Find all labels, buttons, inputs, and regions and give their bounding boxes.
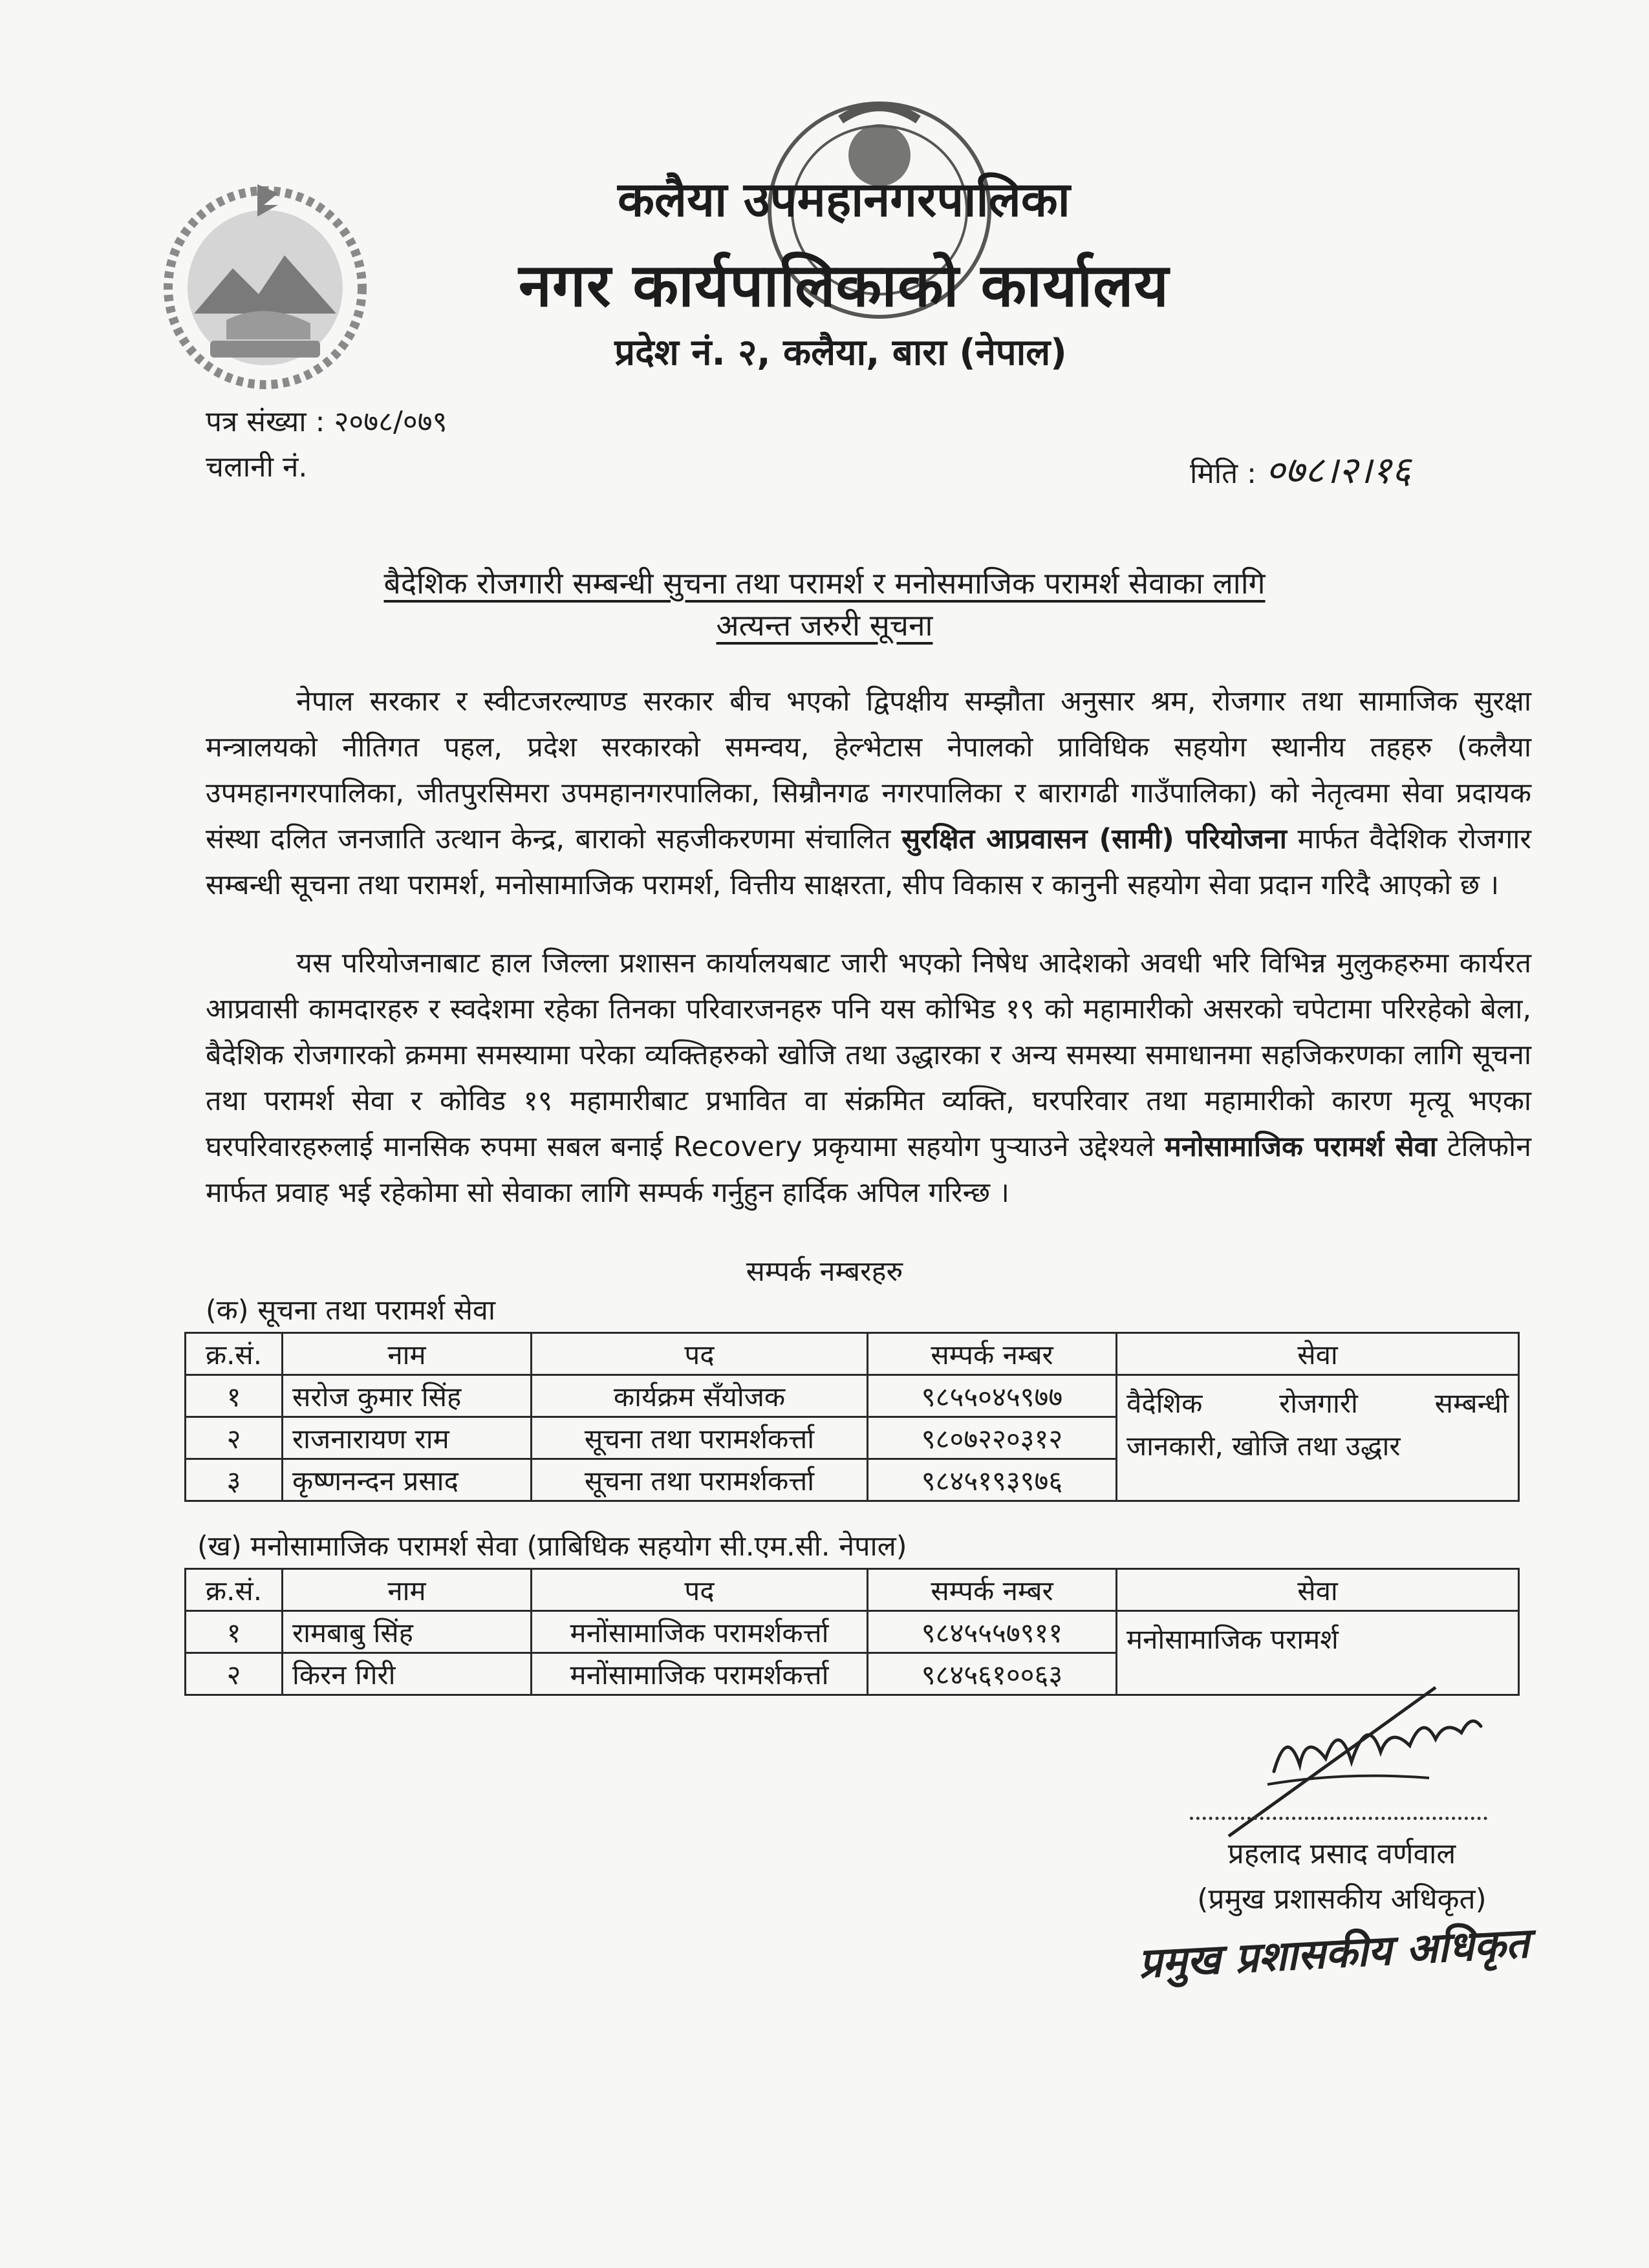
col-header-post: पद — [532, 1569, 868, 1611]
contacts-table-a — [184, 1332, 1520, 1502]
cell-service — [1117, 1375, 1519, 1501]
body-p1-bold: सुरक्षित आप्रवासन (सामी) परियोजना — [901, 823, 1287, 855]
service-line-1: वैदेशिक रोजगारी सम्बन्धी — [1126, 1387, 1509, 1419]
cell-phone: ९८४५५५७९११ — [868, 1611, 1117, 1653]
cell-name: राजनारायण राम — [283, 1417, 532, 1459]
handwritten-signature — [1216, 1674, 1513, 1856]
signature-line — [1190, 1817, 1487, 1820]
date-value: ०७८।२।१६ — [1266, 448, 1411, 492]
dispatch-number: चलानी नं. — [206, 451, 308, 484]
notice-title-line2: अत्यन्त जरुरी सूचना — [716, 608, 933, 643]
date-label: मिति : — [1190, 457, 1256, 490]
body-paragraph-1 — [206, 679, 1531, 908]
signatory-name: प्रहलाद प्रसाद वर्णवाल — [1227, 1837, 1456, 1870]
col-header-name: नाम — [283, 1569, 532, 1611]
cell-serial: २ — [186, 1417, 283, 1459]
cell-serial: १ — [186, 1375, 283, 1417]
cell-service: मनोसामाजिक परामर्श — [1117, 1611, 1519, 1695]
table-row — [186, 1611, 1519, 1653]
cell-phone: ९८४५१९३९७६ — [868, 1459, 1117, 1501]
office-name-line1: कलैया उपमहानगरपालिका — [618, 172, 1070, 228]
office-name-line2: नगर कार्यपालिकाको कार्यालय — [518, 251, 1170, 320]
cell-name: किरन गिरी — [283, 1653, 532, 1695]
cell-name: कृष्णनन्दन प्रसाद — [283, 1459, 532, 1501]
table-row — [186, 1375, 1519, 1417]
letter-number — [206, 401, 447, 440]
letter-number-value: २०७८/०७९ — [334, 405, 447, 438]
col-header-contact: सम्पर्क नम्बर — [868, 1569, 1117, 1611]
cell-serial: २ — [186, 1653, 283, 1695]
cell-name: रामबाबु सिंह — [283, 1611, 532, 1653]
section-b-label: (ख) मनोसामाजिक परामर्श सेवा (प्राबिधिक सहयोग सी.एम.सी. नेपाल) — [197, 1530, 907, 1563]
cell-post: मनोंसामाजिक परामर्शकर्त्ता — [532, 1611, 868, 1653]
table-header-row — [186, 1333, 1519, 1375]
date-field — [1190, 443, 1411, 494]
col-header-name: नाम — [283, 1333, 532, 1375]
cell-serial: १ — [186, 1611, 283, 1653]
col-header-service: सेवा — [1117, 1569, 1519, 1611]
cell-post: मनोंसामाजिक परामर्शकर्त्ता — [532, 1653, 868, 1695]
cell-phone: ९८०७२२०३१२ — [868, 1417, 1117, 1459]
body-p2-text-a: यस परियोजनाबाट हाल जिल्ला प्रशासन कार्यालयबाट जारी भएको निषेध आदेशको अवधी भरि विभिन्न मुलुकहरुमा कार्यरत आप्रवासी कामदारहरु र स्वदेशमा रहेका तिनका परिवारजनहरु पनि यस कोभिड १९ को महामारीको असरको चपेटामा परिरहेको बेला, बैदेशिक रोजगारको क्रममा समस्यामा परेका व्यक्तिहरुको खोजि तथा उद्धारका र अन्य समस्या समाधानमा सहजिकरणका लागि सूचना तथा परामर्श सेवा र कोविड १९ महामारीबाट प्रभावित वा संक्रमित व्यक्ति, घरपरिवार तथा महामारीको कारण मृत्यू भएका घरपरिवारहरुलाई मानसिक रुपमा सबल बनाई Recovery प्रकृयामा सहयोग पुऱ्याउने उद्देश्यले — [206, 947, 1531, 1163]
section-a-label: (क) सूचना तथा परामर्श सेवा — [206, 1294, 495, 1327]
cell-post: कार्यक्रम सँयोजक — [532, 1375, 868, 1417]
designation-stamp: प्रमुख प्रशासकीय अधिकृत — [1137, 1920, 1531, 1988]
notice-title-line1: बैदेशिक रोजगारी सम्बन्धी सुचना तथा परामर्श र मनोसमाजिक परामर्श सेवाका लागि — [383, 566, 1266, 601]
body-p1-text-a: नेपाल सरकार र स्वीटजरल्याण्ड सरकार बीच भएको द्विपक्षीय सम्झौता अनुसार श्रम, रोजगार तथा सामाजिक सुरक्षा मन्त्रालयको नीतिगत पहल, प्रदेश सरकारको समन्वय, हेल्भेटास नेपालको प्राविधिक सहयोग स्थानीय तहहरु (कलैया उपमहानगरपालिका, जीतपुरसिमरा उपमहानगरपालिका, सिम्रौनगढ नगरपालिका र बारागढी गाउँपालिका) को नेतृत्वमा सेवा प्रदायक संस्था दलित जनजाति उत्थान केन्द्र, बाराको सहजीकरणमा संचालित — [206, 685, 1531, 855]
cell-phone: ९८५५०४५९७७ — [868, 1375, 1117, 1417]
signatory-role: (प्रमुख प्रशासकीय अधिकृत) — [1197, 1883, 1487, 1916]
cell-post: सूचना तथा परामर्शकर्त्ता — [532, 1459, 868, 1501]
contacts-heading: सम्पर्क नम्बरहरु — [746, 1256, 903, 1288]
col-header-post: पद — [532, 1333, 868, 1375]
office-address: प्रदेश नं. २, कलैया, बारा (नेपाल) — [614, 332, 1067, 374]
body-paragraph-2 — [206, 941, 1531, 1216]
col-header-serial: क्र.सं. — [186, 1569, 283, 1611]
cell-name: सरोज कुमार सिंह — [283, 1375, 532, 1417]
col-header-serial: क्र.सं. — [186, 1333, 283, 1375]
col-header-contact: सम्पर्क नम्बर — [868, 1333, 1117, 1375]
body-p1-text-b: मार्फत वैदेशिक रोजगार सम्बन्धी सूचना तथा परामर्श, मनोसामाजिक परामर्श, वित्तीय साक्षरता, सीप विकास र कानुनी सहयोग सेवा प्रदान गरिदै आएको छ । — [206, 823, 1532, 901]
cell-serial: ३ — [186, 1459, 283, 1501]
letter-number-label: पत्र संख्या : — [206, 405, 325, 438]
service-line-2: जानकारी, खोजि तथा उद्धार — [1126, 1430, 1401, 1462]
body-p2-bold: मनोसामाजिक परामर्श सेवा — [1165, 1131, 1437, 1163]
body-p2-text-b: टेलिफोन मार्फत प्रवाह भई रहेकोमा सो सेवाका लागि सम्पर्क गर्नुहुन हार्दिक अपिल गरिन्छ । — [206, 1131, 1531, 1209]
cell-phone: ९८४५६१००६३ — [868, 1653, 1117, 1695]
col-header-service: सेवा — [1117, 1333, 1519, 1375]
cell-post: सूचना तथा परामर्शकर्त्ता — [532, 1417, 868, 1459]
table-header-row — [186, 1569, 1519, 1611]
